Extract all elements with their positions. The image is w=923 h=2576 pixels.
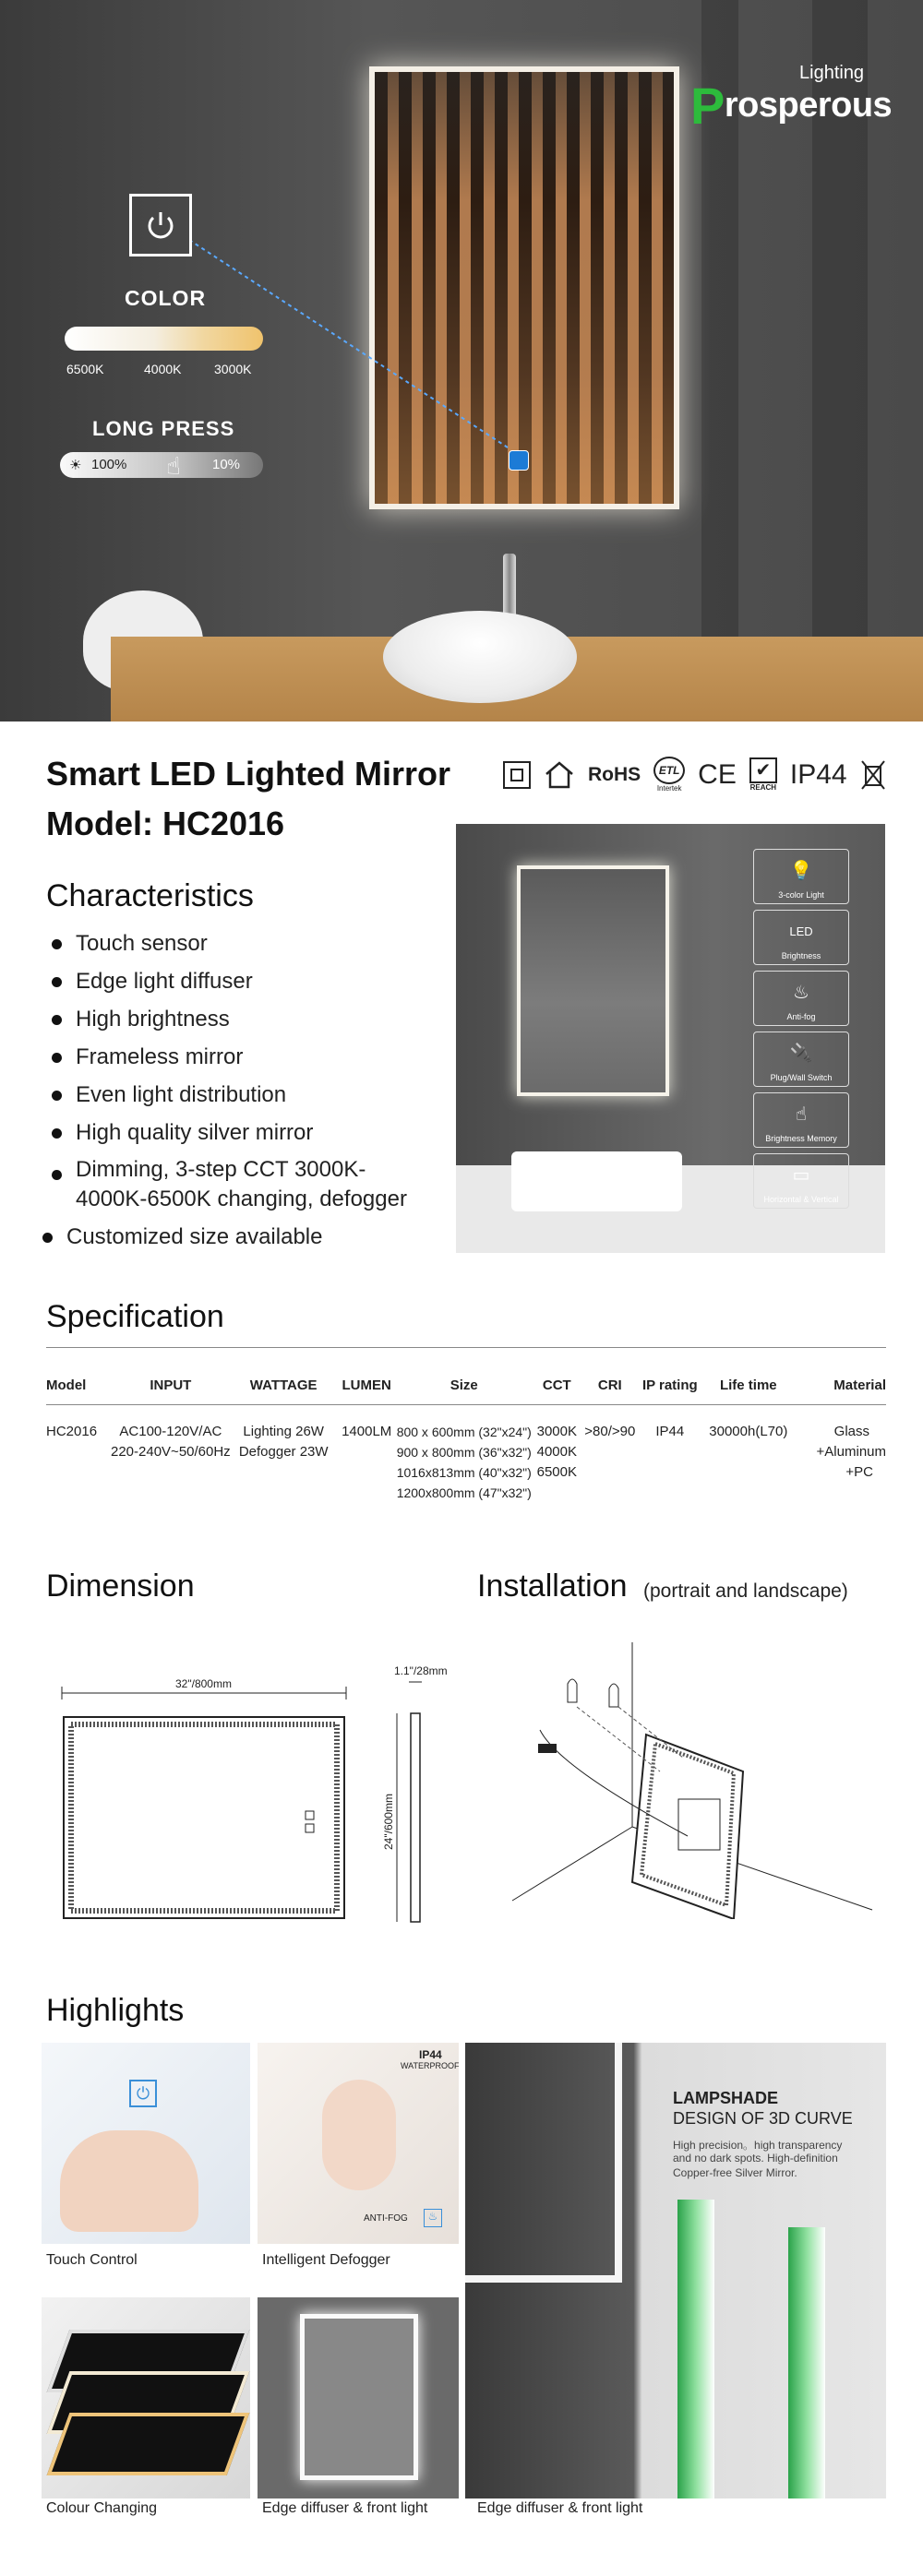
- defog-icon: ♨: [424, 2209, 442, 2227]
- mirror-edge: [465, 2043, 622, 2283]
- feature-3-color: 💡 3-color Light: [753, 849, 849, 904]
- width-label: 32"/800mm: [175, 1677, 232, 1690]
- class2-icon: [503, 761, 531, 789]
- power-icon: ⏻: [129, 2080, 157, 2107]
- waterproof-label: WATERPROOF: [401, 2061, 459, 2070]
- temp-6500k: 6500K: [66, 362, 104, 376]
- hand-icon: ☝: [166, 452, 181, 480]
- list-item: Edge light diffuser: [46, 962, 434, 1000]
- characteristics-list: [46, 924, 434, 1256]
- basin: [383, 611, 577, 703]
- etl-mark: ETL Intertek: [653, 757, 685, 793]
- product-model: Model: HC2016: [46, 805, 285, 842]
- photo-mirror: [517, 865, 669, 1096]
- mirror-touch-icon: [509, 450, 529, 471]
- touch-control-image: [42, 2043, 250, 2244]
- lampshade-desc-2: and no dark spots. High-definition: [673, 2152, 838, 2165]
- characteristics-title: Characteristics: [46, 878, 254, 913]
- rohs-mark: RoHS: [588, 763, 641, 785]
- color-title: COLOR: [125, 286, 207, 310]
- edge-diffuser-image: [258, 2297, 459, 2498]
- reach-mark: ✔ REACH: [749, 757, 777, 792]
- temp-4000k: 4000K: [144, 362, 182, 376]
- weee-icon: [860, 759, 886, 791]
- feature-anti-fog: ♨ Anti-fog: [753, 971, 849, 1026]
- height-label: 24"/600mm: [382, 1794, 395, 1850]
- list-item: High brightness: [46, 1000, 434, 1038]
- list-item: Dimming, 3-step CCT 3000K-4000K-6500K changing, defogger: [46, 1155, 434, 1214]
- bulb-icon: ☀: [69, 458, 82, 473]
- brightness-max: 100%: [91, 457, 127, 472]
- feature-memory: ☝ Brightness Memory: [753, 1092, 849, 1148]
- highlights-title: Highlights: [46, 1993, 185, 2028]
- defog-icon: ♨: [793, 982, 809, 1003]
- list-item: Even light distribution: [46, 1076, 434, 1114]
- table-row: HC2016 AC100-120V/AC 220-240V~50/60Hz Lighting 26W Defogger 23W 1400LM 800 x 600mm (32"x24") 900 x 800mm (36"x32") 1016x813mm (40"x32") 1200x800mm (47"x32") 3000K 4000K 6500K >80/>90 IP44 30000h(L70) Glass +Aluminum +PC: [46, 1424, 886, 1500]
- lampshade-subtitle: DESIGN OF 3D CURVE: [673, 2109, 853, 2128]
- installation-subtitle: (portrait and landscape): [643, 1580, 848, 1602]
- memory-icon: ☝: [795, 1103, 808, 1125]
- spec-table: [46, 1377, 886, 1503]
- curve-edge-1: [677, 2200, 714, 2498]
- long-press-title: LONG PRESS: [92, 417, 235, 440]
- depth-label: 1.1"/28mm: [394, 1664, 448, 1677]
- feature-brightness: LED Brightness: [753, 910, 849, 965]
- lampshade-title: LAMPSHADE: [673, 2089, 779, 2107]
- brightness-min: 10%: [212, 457, 241, 472]
- caption-edge-diffuser: Edge diffuser & front light: [262, 2500, 428, 2516]
- plug-icon: 🔌: [789, 1043, 813, 1064]
- specification-title: Specification: [46, 1299, 224, 1334]
- ip44-label: IP44: [419, 2048, 442, 2061]
- antifog-label: ANTI-FOG: [364, 2213, 408, 2224]
- colour-changing-image: [42, 2297, 250, 2498]
- feature-orientation: ▭ Horizontal & Vertical: [753, 1153, 849, 1209]
- ce-mark: CE: [698, 758, 737, 790]
- hand-image: [60, 2130, 198, 2232]
- list-item: High quality silver mirror: [46, 1114, 434, 1151]
- lampshade-desc-1: High precision。high transparency: [673, 2139, 843, 2152]
- lampshade-desc-3: Copper-free Silver Mirror.: [673, 2166, 797, 2179]
- ip44-mark: IP44: [789, 758, 847, 790]
- table-header-row: Model INPUT WATTAGE LUMEN Size CCT CRI IP rating Life time Material: [46, 1377, 886, 1405]
- installation-drawing: [503, 1642, 891, 1919]
- dimension-title: Dimension: [46, 1568, 195, 1604]
- list-item: Touch sensor: [46, 924, 434, 962]
- hero-banner: [0, 0, 923, 722]
- curve-edge-2: [788, 2227, 825, 2498]
- certification-row: [503, 757, 886, 793]
- divider: [46, 1347, 886, 1348]
- caption-defogger: Intelligent Defogger: [262, 2252, 390, 2268]
- brand-lighting: Lighting: [799, 63, 865, 83]
- list-item: Customized size available: [37, 1218, 434, 1256]
- brand-name: Prosperous: [690, 77, 893, 135]
- temp-3000k: 3000K: [214, 362, 252, 376]
- indoor-icon: [544, 760, 575, 790]
- color-temperature-bar: [65, 327, 263, 351]
- list-item: Frameless mirror: [46, 1038, 434, 1076]
- caption-colour-changing: Colour Changing: [46, 2500, 158, 2516]
- feature-plug: 🔌 Plug/Wall Switch: [753, 1032, 849, 1087]
- defogger-image: [258, 2043, 459, 2244]
- bulb-icon: 💡: [789, 860, 813, 881]
- woman-image: [322, 2080, 396, 2190]
- dimension-drawing: [51, 1656, 457, 1933]
- caption-touch-control: Touch Control: [46, 2252, 138, 2268]
- diffuser-mirror: [300, 2314, 418, 2480]
- rotate-icon: ▭: [792, 1164, 810, 1186]
- power-icon: [129, 194, 192, 256]
- product-title: Smart LED Lighted Mirror: [46, 755, 451, 793]
- lampshade-image: [465, 2043, 886, 2498]
- panel-warm: [47, 2413, 250, 2475]
- feature-icons: [753, 849, 849, 1214]
- photo-basin: [511, 1151, 682, 1211]
- faucet: [503, 554, 516, 618]
- brightness-bar: [60, 452, 263, 478]
- led-icon: LED: [789, 924, 813, 938]
- installation-title: Installation: [477, 1568, 628, 1604]
- caption-edge-diffuser-2: Edge diffuser & front light: [477, 2500, 643, 2516]
